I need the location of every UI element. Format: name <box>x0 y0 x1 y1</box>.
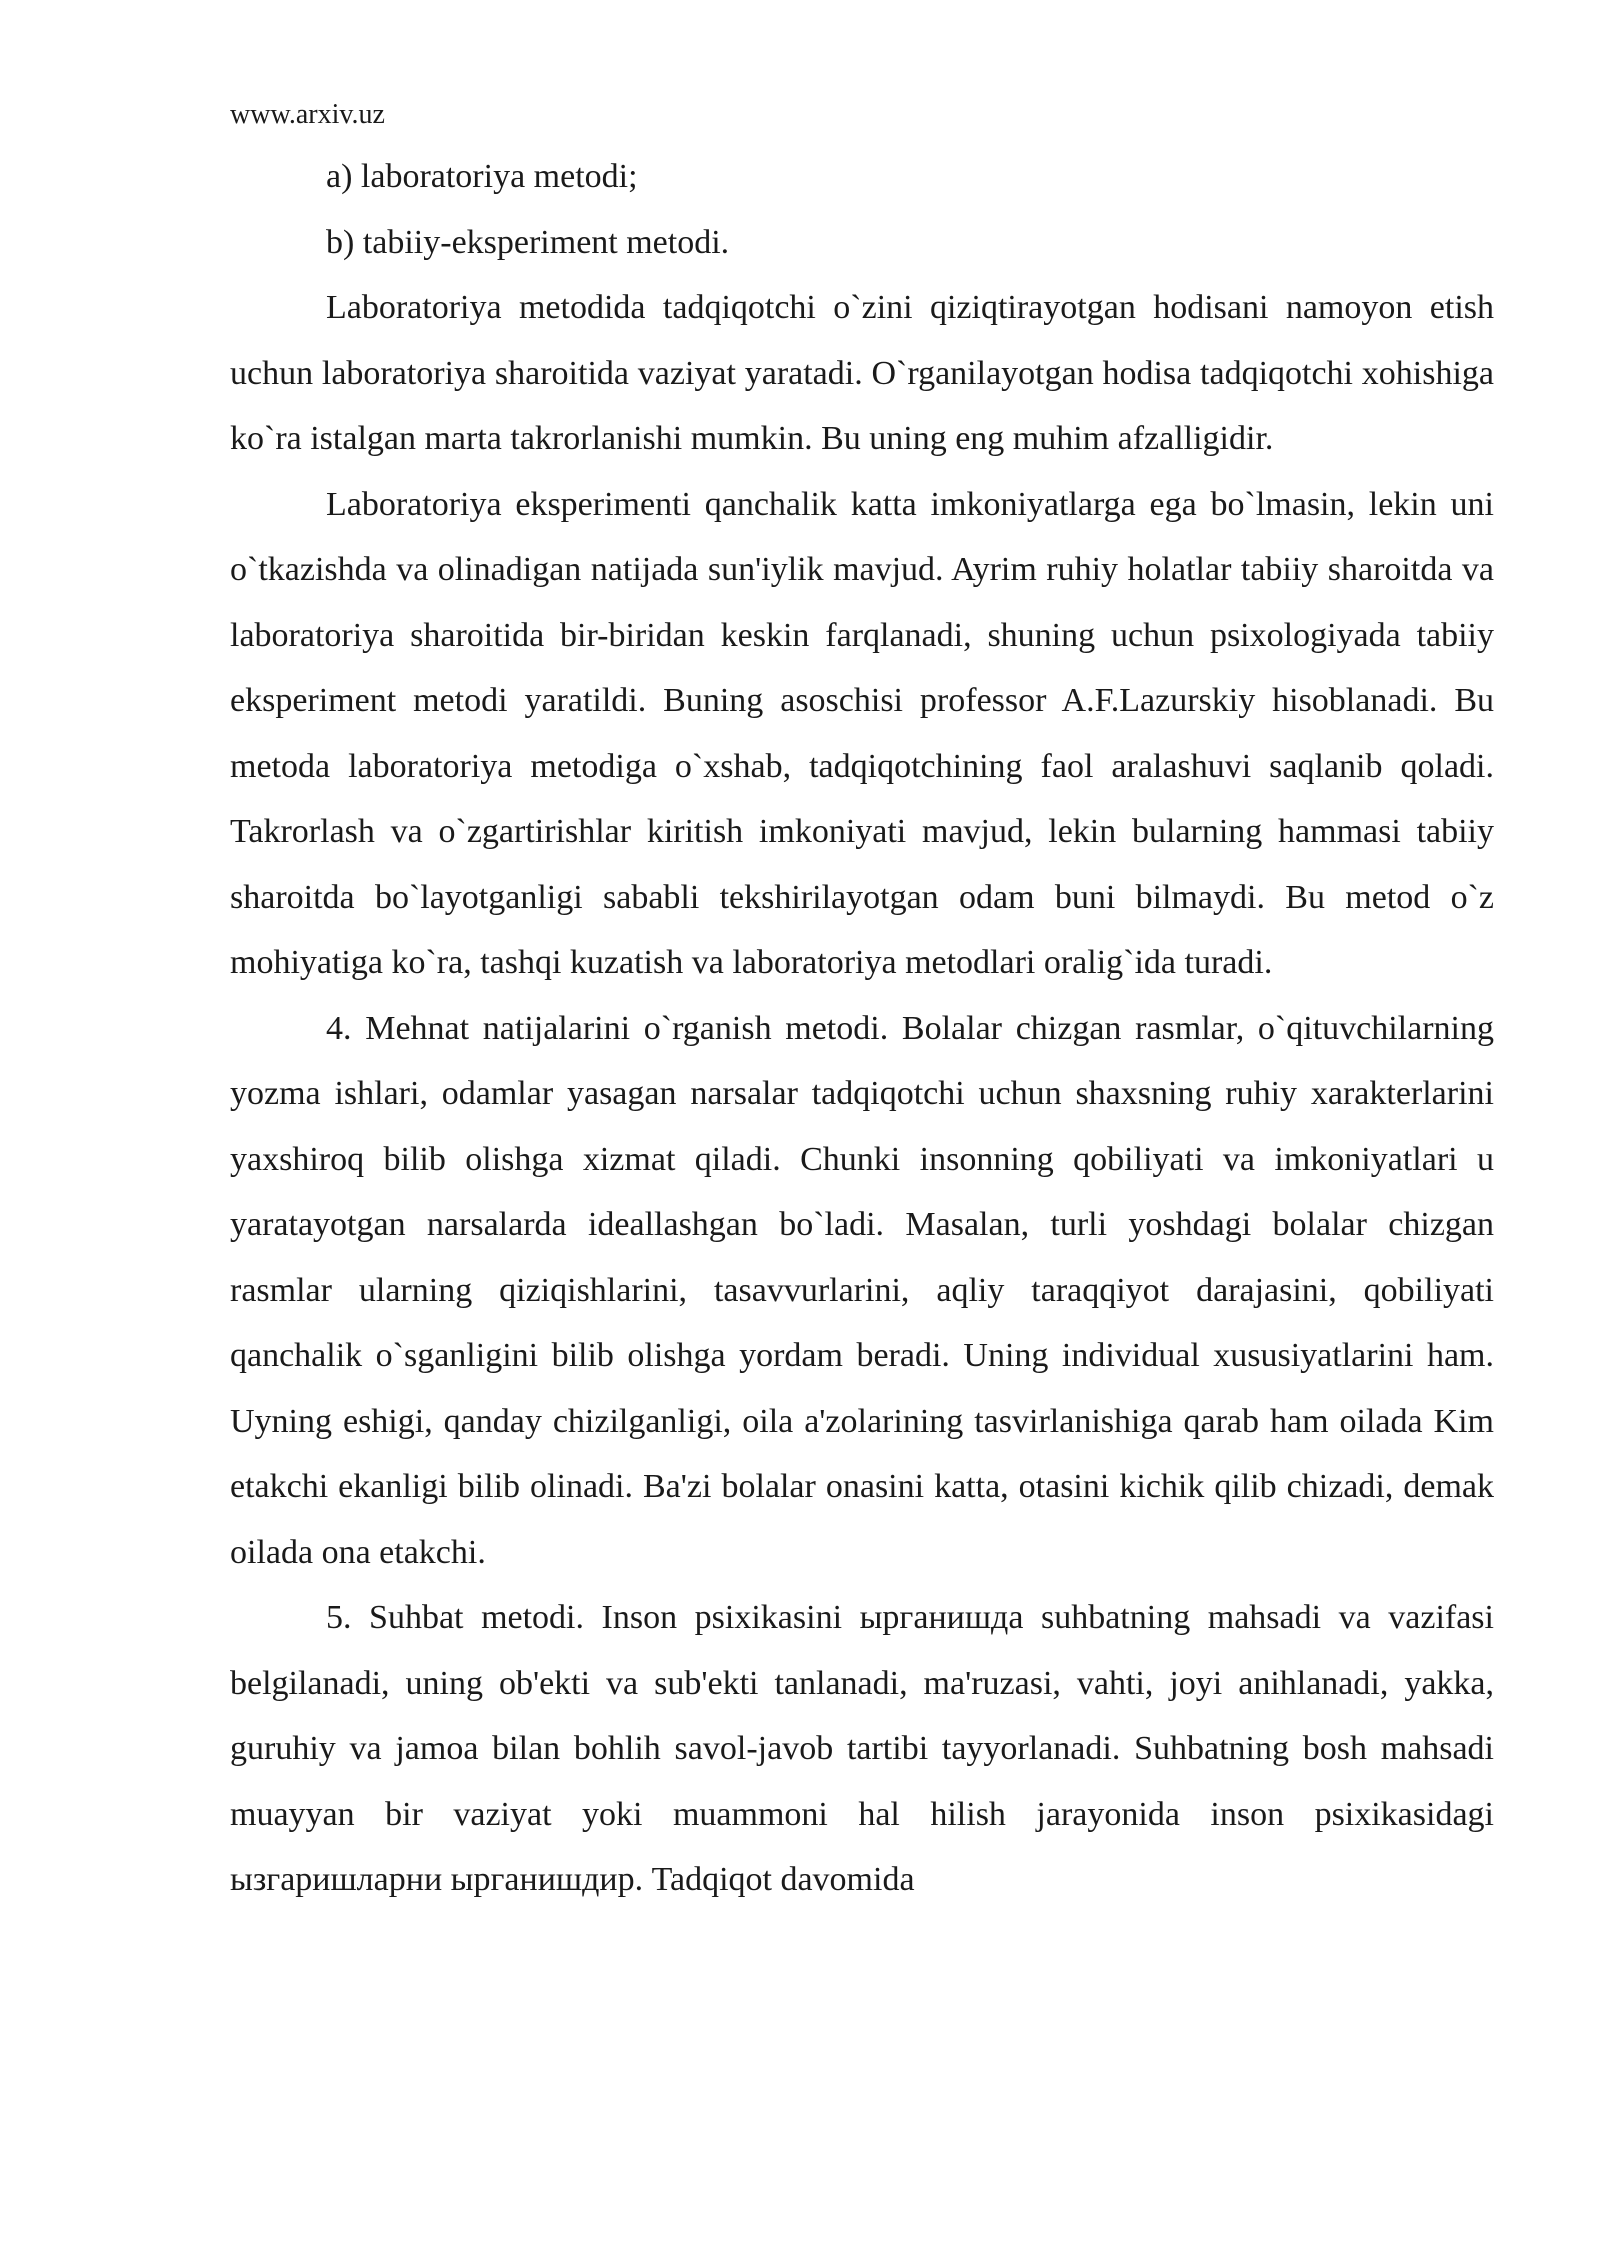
paragraph-laboratoriya-metodi: Laboratoriya metodida tadqiqotchi o`zini qiziqtirayotgan hodisani namoyon etish uchun laboratoriya sharoitida vaziyat yaratadi. O`rganilayotgan hodisa tadqiqotchi xohishiga ko`ra istalgan marta takrorlanishi mumkin. Bu uning eng muhim afzalligidir. <box>230 289 1494 457</box>
page-header-site: www.arxiv.uz <box>230 99 385 130</box>
paragraph-suhbat-metodi: 5. Suhbat metodi. Inson psixikasini ырганишда suhbatning mahsadi va vazifasi belgilanadi, uning ob'ekti va sub'ekti tanlanadi, ma'ruzasi, vahti, joyi anihlanadi, yakka, guruhiy va jamoa bilan bohlih savol-javob tartibi tayyorlanadi. Suhbatning bosh mahsadi muayyan bir vaziyat yoki muammoni hal hilish jarayonida inson psixikasidagi ызгаришларни ырганишдир. Tadqiqot davomida <box>230 1599 1494 1898</box>
list-item-a: a) laboratoriya metodi; <box>326 158 638 195</box>
list-item-b: b) tabiiy-eksperiment metodi. <box>326 223 730 261</box>
paragraph-mehnat-natijalari: 4. Mehnat natijalarini o`rganish metodi. Bolalar chizgan rasmlar, o`qituvchilarning yozma ishlari, odamlar yasagan narsalar tadqiqotchi uchun shaxsning ruhiy xarakterlarini yaxshiroq bilib olishga xizmat qiladi. Chunki insonning qobiliyati va imkoniyatlari u yaratayotgan narsalarda ideallashgan bo`ladi. Masalan, turli yoshdagi bolalar chizgan rasmlar ularning qiziqishlarini, tasavvurlarini, aqliy taraqqiyot darajasini, qobiliyati qanchalik o`sganligini bilib olishga yordam beradi. Uning individual xususiyatlarini ham. Uyning eshigi, qanday chizilganligi, oila a'zolarining tasvirlanishiga qarab ham oilada Kim etakchi ekanligi bilib olinadi. Ba'zi bolalar onasini katta, otasini kichik qilib chizadi, demak oilada ona etakchi. <box>230 1009 1494 1571</box>
paragraph-laboratoriya-eksperimenti: Laboratoriya eksperimenti qanchalik katta imkoniyatlarga ega bo`lmasin, lekin uni o`tkazishda va olinadigan natijada sun'iylik mavjud. Ayrim ruhiy holatlar tabiiy sharoitda va laboratoriya sharoitida bir-biridan keskin farqlanadi, shuning uchun psixologiyada tabiiy eksperiment metodi yaratildi. Buning asoschisi professor A.F.Lazurskiy hisoblanadi. Bu metoda laboratoriya metodiga o`xshab, tadqiqotchining faol aralashuvi saqlanib qoladi. Takrorlash va o`zgartirishlar kiritish imkoniyati mavjud, lekin bularning hammasi tabiiy sharoitda bo`layotganligi sababli tekshirilayotgan odam buni bilmaydi. Bu metod o`z mohiyatiga ko`ra, tashqi kuzatish va laboratoriya metodlari oralig`ida turadi. <box>230 485 1494 981</box>
document-body <box>230 144 1494 1913</box>
